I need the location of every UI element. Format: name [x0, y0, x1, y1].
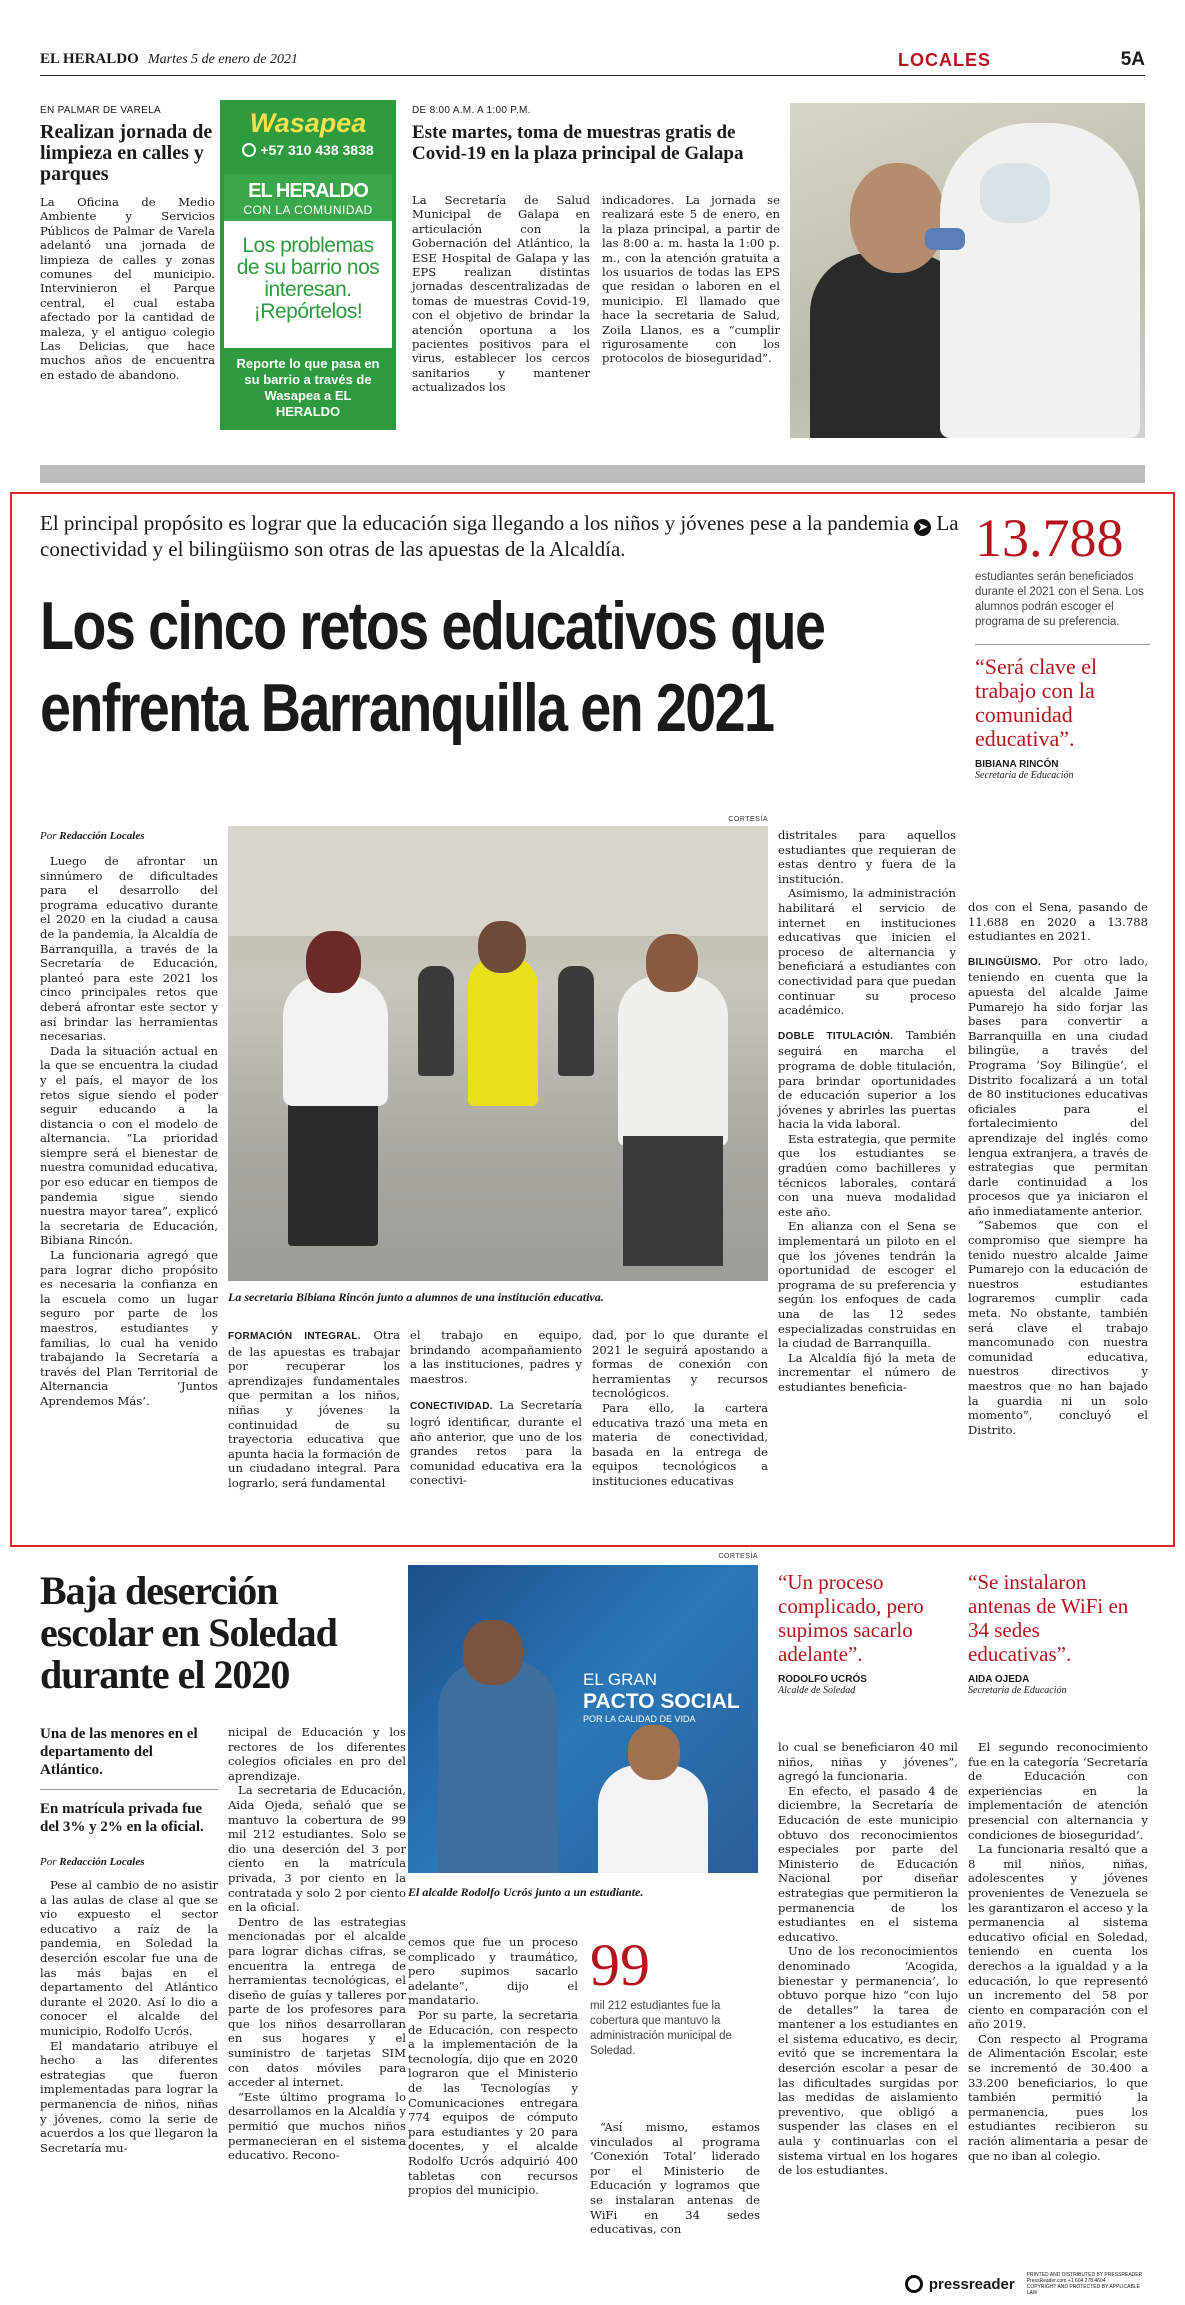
- ad-cta[interactable]: Reporte lo que pasa en su barrio a través de Wasapea a EL HERALDO: [224, 348, 392, 426]
- paragraph: La funcionaria resaltó que a 8 mil niños, niñas, adolescentes y jóvenes provenientes de Venezuela se les garantizaron el acceso y la permanencia al sistema educativo oficial en Soledad, teniendo en cuenta los derechos a la igualdad y a la educación, lo que representó un incremento del 58 por ciento en comparación con el año 2019.: [968, 1842, 1148, 2032]
- paragraph: Dada la situación actual en la que se encuentra la ciudad y el país, el mayor de los retos sigue siendo el poder seguir educando a la distancia o con el modelo de alternancia. “La prioridad siempre será el bienestar de nuestra comunidad educativa, por eso educar en tiempos de pandemia sigue siendo nuestra mayor tarea”, explicó la secretaria de Educación, Bibiana Rincón.: [40, 1043, 218, 1248]
- wasapea-ad: [220, 100, 396, 430]
- main-col4: [592, 1328, 768, 1489]
- main-stat: [975, 510, 1150, 781]
- paragraph: En efecto, el pasado 4 de diciembre, la Secretaría de Educación de este municipio obtuvo dos reconocimientos especiales por parte del Ministerio de Educación Nacional por diseñar estrategias que permitieron la permanencia de los estudiantes en el sistema educativo.: [778, 1783, 958, 1944]
- paragraph: Uno de los reconocimientos denominado ‘Acogida, bienestar y permanencia’, lo obtuvo porque hizo “con lujo de detalles” la tarea de mantener a los estudiantes en el sistema educativo, es decir, evitó que se incrementara la deserción escolar a pesar de las dificultades surgidas por las medidas de aislamiento preventivo, que obligó a suspender las clases en el aula y continuarlas con el sistema virtual en los hogares de los estudiantes.: [778, 1944, 958, 2178]
- page-header: [40, 46, 1145, 76]
- stat-text: estudiantes serán beneficiados durante el 2021 con el Sena. Los alumnos podrán escoger el programa de su preferencia.: [975, 571, 1144, 628]
- paragraph: distritales para aquellos estudiantes que requieran de estas dentro y fuera de la institución.: [778, 828, 956, 886]
- soledad-col1: [40, 1725, 218, 2155]
- byline: Por Redacción Locales: [40, 830, 145, 842]
- photo-caption: La secretaria Bibiana Rincón junto a alumnos de una institución educativa.: [228, 1290, 604, 1304]
- paragraph: Para ello, la cartera educativa trazó una meta en materia de conectividad, basada en la entrega de equipos tecnológicos a instituciones educativas: [592, 1400, 768, 1488]
- photo-credit: CORTESÍA: [718, 1553, 758, 1560]
- subhead-doble: DOBLE TITULACIÓN.: [778, 1030, 894, 1042]
- paragraph: cemos que fue un proceso complicado y traumático, pero supimos sacarlo adelante”, dijo el mandatario.: [408, 1935, 578, 2008]
- deck-part-b: La conectividad y el bilingüismo son otras de las apuestas de la Alcaldía.: [40, 511, 959, 561]
- banner-text: EL GRAN PACTO SOCIAL POR LA CALIDAD DE VIDA: [583, 1670, 740, 1724]
- wasapea-logo: Wasapea: [249, 108, 367, 138]
- paragraph: lo cual se beneficiaron 40 mil niños, niñas y jóvenes”, agregó la funcionaria.: [778, 1740, 958, 1784]
- quote-role: Alcalde de Soledad: [778, 1685, 856, 1696]
- soledad-deck1: Una de las menores en el departamento del Atlántico.: [40, 1726, 198, 1778]
- paragraph: Dentro de las estrategias mencionadas por el alcalde para lograr dichas cifras, se encuentra la entrega de herramientas tecnológicas, el diseño de guías y talleres por parte de los profesores para que los niños desarrollaran en sus hogares y el suministro de tarjetas SIM con datos móviles para acceder al internet.: [228, 1914, 406, 2090]
- stat-text: mil 212 estudiantes fue la cobertura que mantuvo la administración municipal de Soledad.: [590, 2000, 732, 2057]
- paragraph: Asimismo, la administración habilitará el servicio de internet en instituciones educativas que inicien el proceso de alternancia y beneficiará a estudiantes con conectividad para que puedan continuar su proceso académico.: [778, 886, 956, 1018]
- subhead-conectividad: CONECTIVIDAD.: [410, 1401, 493, 1413]
- paragraph: Por su parte, la secretaria de Educación, con respecto a la implementación de la tecnología, dijo que en 2020 lograron que el Ministerio de las Tecnologías y Comunicaciones entregara 774 equipos de cómputo para estudiantes y 20 para docentes, y el alcalde Rodolfo Ucrós adquirió 400 tabletas con recursos propios del municipio.: [408, 2007, 578, 2198]
- brief-kicker: EN PALMAR DE VARELA: [40, 105, 161, 116]
- paragraph: Pese al cambio de no asistir a las aulas de clase al que se vio expuesto el sector educativo a raíz de la pandemia, en Soledad la deserción escolar fue una de las más bajas en el departamento del Atlántico durante el 2020. Así lo dio a conocer el alcalde del municipio, Rodolfo Ucrós.: [40, 1878, 218, 2038]
- quote-author: BIBIANA RINCÓN: [975, 759, 1059, 770]
- paragraph: “Este último programa lo desarrollamos en la Alcaldía y permitió que muchos niños permanecieran en el sistema educativo. Recono-: [228, 2089, 406, 2163]
- soledad-col3b: [590, 2120, 760, 2237]
- paragraph: La secretaria de Educación, Aida Ojeda, señaló que se mantuvo la cobertura de 99 mil 212 estudiantes. Solo se dio una deserción del 3 por ciento en la matrícula privada, 3 por ciento en la contratada y solo 2 por ciento en la oficial.: [228, 1783, 406, 1915]
- paragraph: La funcionaria agregó que para lograr dicho propósito es necesaria la confianza en la escuela como un lugar seguro por parte de los maestros, estudiantes y familias, lo cual ha venido trabajando la Secretaría a través del Plan Territorial de Alternancia ‘Juntos Aprendemos Más’.: [40, 1248, 218, 1408]
- main-col1: [40, 830, 218, 1409]
- deck-part-a: El principal propósito es lograr que la educación siga llegando a los niños y jóvenes pese a la pandemia: [40, 511, 909, 535]
- stat-value: 99: [590, 1932, 650, 1998]
- arrow-circle-icon: ➤: [914, 519, 931, 536]
- divider-bar: [40, 465, 1145, 483]
- soledad-col4: [778, 1740, 958, 2178]
- main-photo: [228, 826, 768, 1281]
- soledad-photo: [408, 1565, 758, 1873]
- brief-col1: La Secretaría de Salud Municipal de Galapa en articulación con la Gobernación del Atlántico, la ESE Hospital de Galapa y las EPS realizan distintas jornadas descentralizadas de tomas de muestras Covid-19, con el objetivo de brindar la atención oportuna a los pacientes positivos para el virus, establecer los cercos sanitarios y mantener actualizados los: [412, 193, 590, 395]
- soledad-quote1: [778, 1570, 958, 1696]
- paper-name: EL HERALDO: [40, 51, 139, 67]
- brief-title: Este martes, toma de muestras gratis de Covid-19 en la plaza principal de Galapa: [412, 122, 744, 164]
- main-col3: [410, 1328, 582, 1488]
- paragraph: el trabajo en equipo, brindando acompañamiento a las instituciones, padres y maestros.: [410, 1328, 582, 1386]
- paragraph: nicipal de Educación y los rectores de los diferentes colegios oficiales en pro del aprendizaje.: [228, 1725, 406, 1783]
- main-headline: [40, 585, 942, 749]
- subhead-bilinguismo: BILINGÜISMO.: [968, 956, 1042, 968]
- side-quote: “Será clave el trabajo con la comunidad educativa”.: [975, 654, 1098, 751]
- paragraph: El mandatario atribuye el hecho a las diferentes estrategias que fueron implementadas para lograr la permanencia de niños, niñas y jóvenes, como la serie de acuerdos a los que llegaron la Secretaría mu-: [40, 2038, 218, 2155]
- quote-author: AIDA OJEDA: [968, 1674, 1030, 1685]
- main-col2: [228, 1328, 400, 1491]
- brief-title: Realizan jornada de limpieza en calles y parques: [40, 121, 213, 185]
- paragraph: DOBLE TITULACIÓN. También seguirá en marcha el programa de doble titulación, para brindar oportunidades de educación superior a los jóvenes y abrirles las puertas hacia la vida laboral.: [778, 1027, 956, 1132]
- ad-line1: EL HERALDO: [248, 180, 368, 202]
- soledad-headline: Baja deserción escolar en Soledad durante el 2020: [40, 1568, 337, 1697]
- brief-col2: indicadores. La jornada se realizará este 5 de enero, en la plaza principal, a partir de las 8:00 a. m. hasta la 1:00 p. m., con la atención gratuita a los usuarios de todas las EPS que residan o laboren en el municipio. El llamado que hace la secretaria de Salud, Zoila Llanos, es a “cumplir rigurosamente con los protocolos de bioseguridad”.: [602, 193, 780, 366]
- paragraph: Luego de afrontar un sinnúmero de dificultades para el desarrollo del programa educativo durante el 2020 en la ciudad a causa de la pandemia, la Alcaldía de Barranquilla, a través de la Secretaría de Educación, planteó para este 2021 los cinco principales retos que deberá afrontar este sector y así brindar las herramientas necesarias.: [40, 854, 218, 1044]
- paragraph: “Sabemos que con el compromiso que siempre ha tenido nuestro alcalde Jaime Pumarejo con la educación de nuestros estudiantes lograremos cumplir cada meta. No obstante, también será clave el trabajo mancomunado con nuestra comunidad educativa, nuestros directivos y maestros que no han bajado la guardia ni un solo momento”, concluyó el Distrito.: [968, 1218, 1148, 1437]
- pressreader-fineprint: PRINTED AND DISTRIBUTED BY PRESSREADER PressReader.com +1 604 278 4604 COPYRIGHT AND PROTECTED BY APPLICABLE LAW: [1026, 2272, 1143, 2296]
- paragraph: La Alcaldía fijó la meta de incrementar el número de estudiantes beneficia-: [778, 1350, 956, 1394]
- soledad-quote2: [968, 1570, 1148, 1696]
- issue-date: Martes 5 de enero de 2021: [148, 52, 298, 67]
- photo-caption: El alcalde Rodolfo Ucrós junto a un estudiante.: [408, 1885, 644, 1899]
- brief-galapa: [412, 105, 782, 395]
- photo-credit: CORTESÍA: [728, 816, 768, 823]
- main-deck: [40, 510, 960, 562]
- byline: Por Redacción Locales: [40, 1856, 145, 1868]
- subhead-formacion: FORMACIÓN INTEGRAL.: [228, 1331, 361, 1342]
- stat-value: 13.788: [975, 508, 1124, 568]
- page-number: 5A: [1120, 49, 1145, 70]
- headline-line1: Los cinco retos educativos que: [40, 588, 825, 664]
- quote-author: RODOLFO UCRÓS: [778, 1674, 867, 1685]
- main-col6: [968, 900, 1148, 1437]
- pressreader-logo-icon: [905, 2275, 923, 2293]
- paragraph: BILINGÜISMO. Por otro lado, teniendo en cuenta que la apuesta del alcalde Jaime Pumarejo ha sido forjar las bases para convertir a Barranquilla en una ciudad bilingüe, a través del Programa ‘Soy Bilingüe’, el Distrito focalizará a un total de 80 instituciones educativas oficiales para el fortalecimiento del aprendizaje del inglés como lengua extranjera, a través de estrategias que permitan darle continuidad a los procesos que ya iniciaron el año inmediatamente anterior.: [968, 953, 1149, 1218]
- brief-kicker: DE 8:00 A.M. A 1:00 P.M.: [412, 105, 531, 116]
- wasapea-phone: +57 310 438 3838: [260, 142, 374, 158]
- paragraph: “Así mismo, estamos vinculados al programa ‘Conexión Total’ liderado por el Ministerio de Educación y logramos que se instalaran antenas de WiFi en 34 sedes educativas, con: [590, 2120, 760, 2237]
- soledad-col5: [968, 1740, 1148, 2163]
- side-quote: “Un proceso complicado, pero supimos sacarlo adelante”.: [778, 1570, 924, 1666]
- covid-test-photo: [790, 103, 1145, 438]
- paragraph: dos con el Sena, pasando de 11.688 en 2020 a 13.788 estudiantes en 2021.: [968, 900, 1148, 944]
- paragraph: dad, por lo que durante el 2021 le seguirá apostando a formas de conexión con herramientas y recursos tecnológicos.: [592, 1328, 768, 1401]
- main-col5: [778, 828, 956, 1395]
- ad-line2: CON LA COMUNIDAD: [243, 203, 373, 217]
- paragraph: CONECTIVIDAD. La Secretaría logró identificar, durante el año anterior, que uno de los grandes retos para la comunidad educativa era la conectivi-: [410, 1398, 582, 1488]
- brief-palmar: [40, 105, 215, 382]
- headline-line2: enfrenta Barranquilla en 2021: [40, 670, 774, 746]
- soledad-deck2: En matrícula privada fue del 3% y 2% en la oficial.: [40, 1801, 204, 1835]
- paragraph: Con respecto al Programa de Alimentación Escolar, este se incrementó de 30.400 a 33.200 beneficiarios, lo que también permitió la permanencia, pues los estudiantes recibieron su ración alimentaria a pesar de que no iban al colegio.: [968, 2031, 1148, 2163]
- pressreader-brand[interactable]: pressreader: [928, 2275, 1015, 2293]
- whatsapp-icon: [242, 143, 256, 157]
- paragraph: El segundo reconocimiento fue en la categoría ‘Secretaría de Educación con experiencias en la implementación de atención presencial con alternancia y condiciones de bioseguridad’.: [968, 1740, 1148, 1842]
- pressreader-footer: [905, 2272, 1150, 2296]
- paragraph: FORMACIÓN INTEGRAL. Otra de las apuestas es trabajar por recuperar los aprendizajes fundamentales que permitan a los niños, niñas y jóvenes la continuidad de su trayectoria educativa que apunta hacia la formación de un ciudadano integral. Para lograrlo, será fundamental: [228, 1328, 400, 1490]
- paragraph: En alianza con el Sena se implementará un piloto en el que los jóvenes tendrán la oportunidad de escoger el programa de su preferencia y según los enfoques de cada una de las 12 sedes especializadas construidas en la ciudad de Barranquilla.: [778, 1219, 956, 1351]
- section-name: LOCALES: [898, 50, 992, 70]
- quote-role: Secretaria de Educación: [968, 1685, 1067, 1696]
- soledad-stat: [590, 1932, 760, 2059]
- brief-body: La Oficina de Medio Ambiente y Servicios Públicos de Palmar de Varela adelantó una jornada de limpieza de calles y zonas comunes del municipio. Intervinieron el Parque central, el cual estaba afectado por la cantidad de maleza, y el antiguo colegio Las Delicias, que hace muchos años de encuentra en estado de abandono.: [40, 195, 215, 382]
- quote-role: Secretaria de Educación: [975, 770, 1074, 781]
- soledad-col2: [228, 1725, 406, 2163]
- soledad-col3: [408, 1935, 578, 2198]
- side-quote: “Se instalaron antenas de WiFi en 34 sedes educativas”.: [968, 1570, 1129, 1666]
- ad-pitch: Los problemas de su barrio nos interesan. ¡Repórtelos!: [236, 234, 380, 323]
- paragraph: Esta estrategia, que permite que los estudiantes se gradúen como bachilleres y técnicos laborales, contará con una nueva modalidad este año.: [778, 1131, 957, 1219]
